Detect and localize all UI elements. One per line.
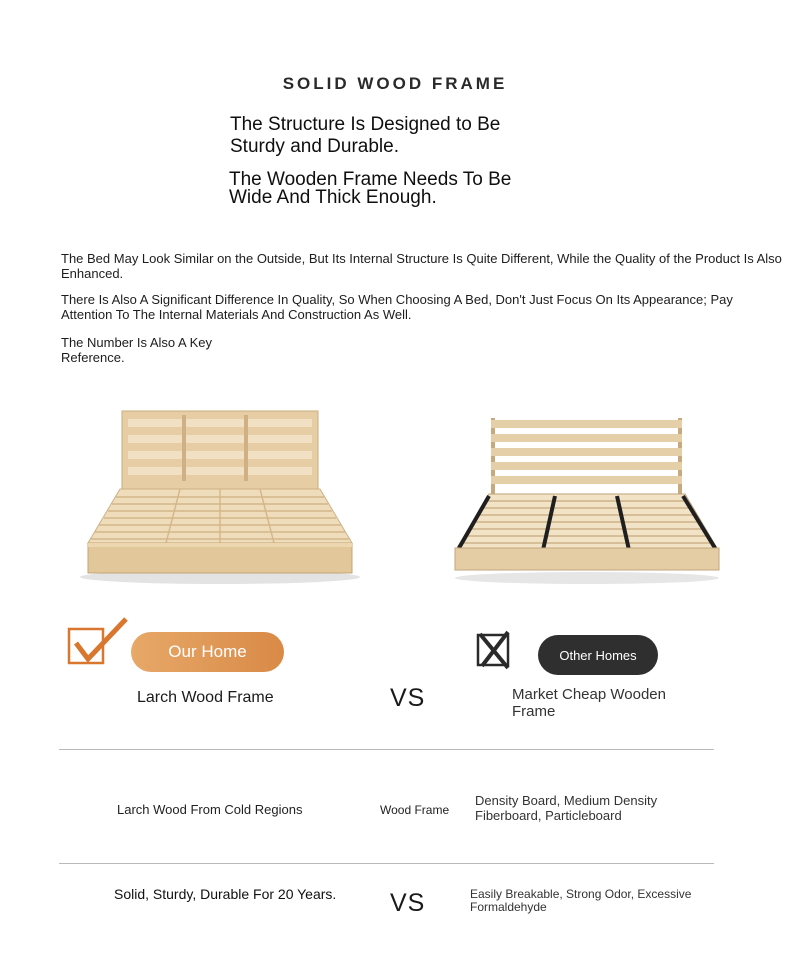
row1-category: Wood Frame (380, 803, 450, 817)
x-box-icon (476, 630, 512, 670)
brand-title: SOLID WOOD FRAME (282, 74, 508, 93)
row1-other-material: Density Board, Medium Density Fiberboard, Particleboard (475, 793, 658, 823)
our-home-button[interactable]: Our Home (131, 632, 284, 672)
divider (59, 749, 714, 750)
other-bed-image (445, 410, 730, 590)
divider (59, 863, 714, 864)
checkmark-icon (66, 617, 130, 667)
other-homes-button[interactable]: Other Homes (538, 635, 658, 675)
row1-our-material: Larch Wood From Cold Regions (117, 802, 303, 817)
headline-structure: The Structure Is Designed to Be Sturdy and Durable. (230, 114, 501, 157)
vs-label: VS (390, 889, 426, 917)
our-bed-image (70, 405, 370, 590)
intro-paragraph-1: The Bed May Look Similar on the Outside, But Its Internal Structure Is Quite Different, While the Quality of the Product Is Also Enhanced. (61, 251, 782, 281)
headline-frame: The Wooden Frame Needs To Be Wide And Thick Enough. (229, 169, 512, 208)
our-frame-name: Larch Wood Frame (137, 689, 274, 706)
intro-paragraph-2: There Is Also A Significant Difference In Quality, So When Choosing A Bed, Don't Just Focus On Its Appearance; Pay Attention To The Internal Materials And Construction As Well. (61, 292, 733, 322)
intro-paragraph-3: The Number Is Also A Key Reference. (61, 335, 213, 365)
other-frame-name: Market Cheap Wooden Frame (512, 686, 666, 720)
row2-other-quality: Easily Breakable, Strong Odor, Excessive Formaldehyde (470, 887, 692, 914)
row2-our-quality: Solid, Sturdy, Durable For 20 Years. (114, 886, 337, 902)
vs-label: VS (390, 684, 426, 712)
